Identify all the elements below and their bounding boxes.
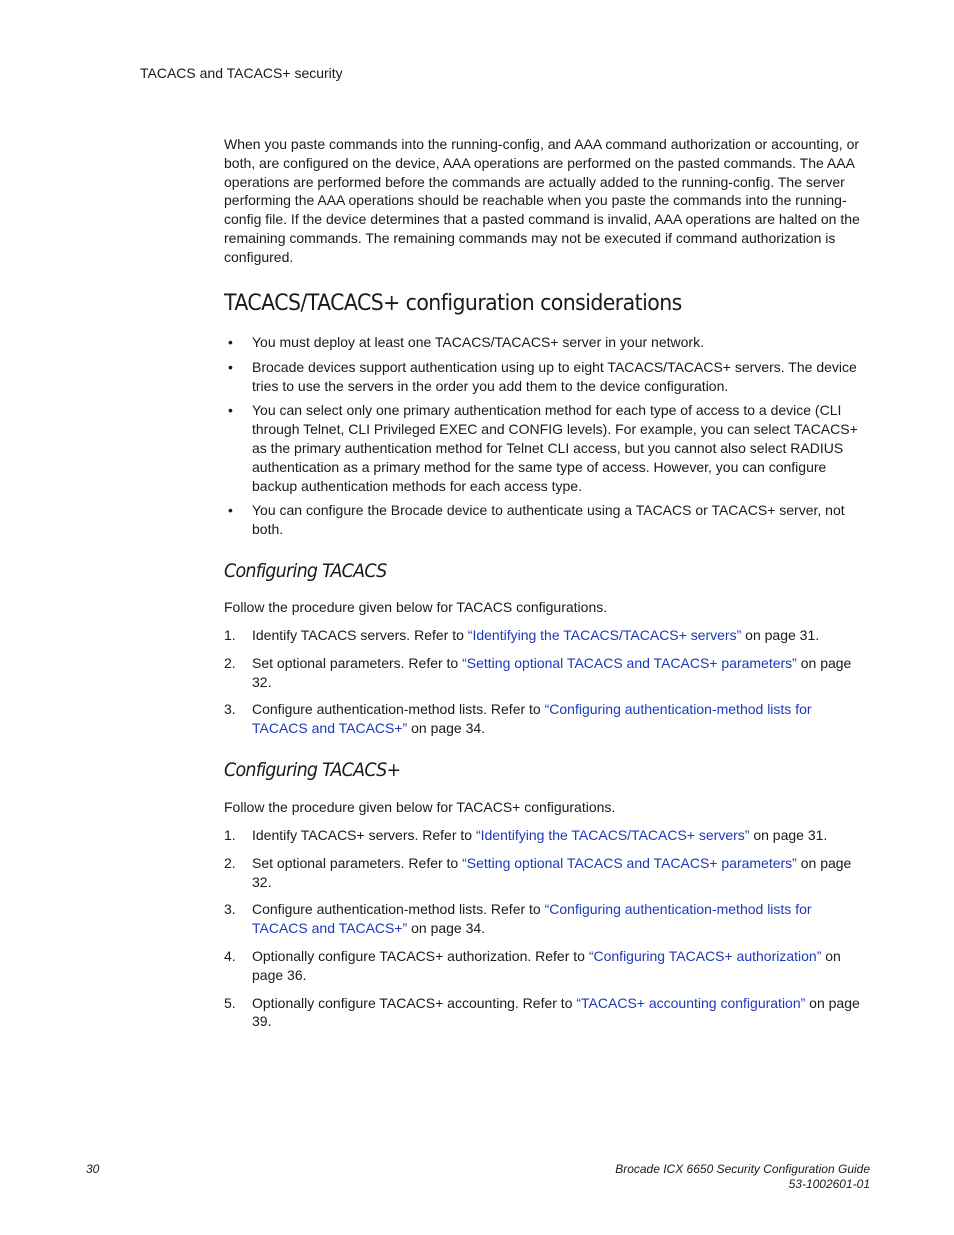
tacacs-plus-heading: Configuring TACACS+ [224,759,401,781]
step-number: 1. [224,827,236,843]
step-text: on page 34. [407,720,486,737]
step-text: on page 32. [252,854,852,890]
list-item [224,358,870,396]
step-text: Identify TACACS+ servers. Refer to [252,827,476,843]
step-item [224,994,870,1032]
bullet-icon: • [228,502,233,519]
step-text: Optionally configure TACACS+ authorization. Refer to [252,947,589,964]
xref-link[interactable]: “Identifying the TACACS/TACACS+ servers” [467,627,742,643]
intro-paragraph: When you paste commands into the running-config, and AAA command authorization or accounting, or both, are configured on the device, AAA operations are performed on the pasted commands. The AAA operations are performed before the commands are actually added to the running-config. The server performing the AAA operations should be reachable when you paste the commands into the running-config file. If the device determines that a pasted command is invalid, AAA operations are halted on the remaining commands. The remaining commands may not be executed if command authorization is configured. [224,136,860,265]
list-item-text: You must deploy at least one TACACS/TACACS+ server in your network. [252,334,704,350]
step-text: on page 39. [252,994,860,1030]
page-number: 30 [86,1162,100,1176]
step-number: 1. [224,627,236,643]
step-item [224,947,870,985]
xref-link[interactable]: “Configuring TACACS+ authorization” [588,947,822,964]
footer-info [615,1162,870,1192]
bullet-icon: • [228,358,233,375]
list-item-text: Brocade devices support authentication using up to eight TACACS/TACACS+ servers. The device tries to use the servers in the order you add them to the device configuration. [252,358,857,394]
step-item [224,900,870,938]
step-number: 2. [224,854,236,871]
xref-link[interactable]: “Identifying the TACACS/TACACS+ servers” [475,827,750,843]
step-text: on page 31. [741,627,820,643]
list-item [224,501,870,539]
tacacs-lead: Follow the procedure given below for TACACS configurations. [224,599,608,615]
xref-link[interactable]: “Configuring authentication-method lists for TACACS and TACACS+” [252,701,812,737]
step-text: Identify TACACS servers. Refer to [252,627,468,643]
bullet-icon: • [228,334,233,350]
tacacs-plus-lead: Follow the procedure given below for TACACS+ configurations. [224,799,616,815]
guide-title: Brocade ICX 6650 Security Configuration Guide [615,1162,870,1176]
step-text: on page 31. [749,827,828,843]
step-number: 4. [224,947,236,964]
xref-link[interactable]: “Setting optional TACACS and TACACS+ parameters” [462,854,797,871]
step-item [224,826,870,845]
tacacs-heading: Configuring TACACS [224,560,387,582]
xref-link[interactable]: “Setting optional TACACS and TACACS+ parameters” [462,654,797,671]
step-text: on page 32. [252,654,852,690]
step-text: Set optional parameters. Refer to [252,654,463,671]
step-number: 3. [224,701,236,718]
bullet-icon: • [228,402,233,419]
list-item [224,401,870,495]
tacacs-steps [224,626,870,747]
step-text: on page 36. [252,947,841,983]
step-number: 3. [224,901,236,918]
section-title: TACACS/TACACS+ configuration considerations [224,291,682,316]
step-item [224,654,870,692]
list-item [224,333,870,352]
list-item-text: You can select only one primary authentication method for each type of access to a device (CLI through Telnet, CLI Privileged EXEC and CONFIG levels). For example, you can select TACACS+ as the primary authentication method for Telnet CLI access, but you cannot also select RADIUS authentication as a primary method for the same type of access. However, you can configure backup authentication methods for each access type. [252,402,858,494]
doc-number: 53-1002601-01 [788,1177,870,1191]
step-item [224,626,870,645]
step-number: 5. [224,994,236,1011]
considerations-list [224,333,870,545]
xref-link[interactable]: “Configuring authentication-method lists for TACACS and TACACS+” [252,901,812,937]
step-text: Set optional parameters. Refer to [252,854,463,871]
step-text: Optionally configure TACACS+ accounting. Refer to [252,994,577,1011]
xref-link[interactable]: “TACACS+ accounting configuration” [576,994,806,1011]
tacacs-plus-steps [224,826,870,1040]
step-item [224,700,870,738]
step-text: Configure authentication-method lists. Refer to [252,901,545,918]
step-text: on page 34. [407,920,486,937]
running-header: TACACS and TACACS+ security [140,65,343,81]
list-item-text: You can configure the Brocade device to authenticate using a TACACS or TACACS+ server, not both. [252,502,845,538]
step-item [224,854,870,892]
step-text: Configure authentication-method lists. Refer to [252,701,545,718]
step-number: 2. [224,654,236,671]
